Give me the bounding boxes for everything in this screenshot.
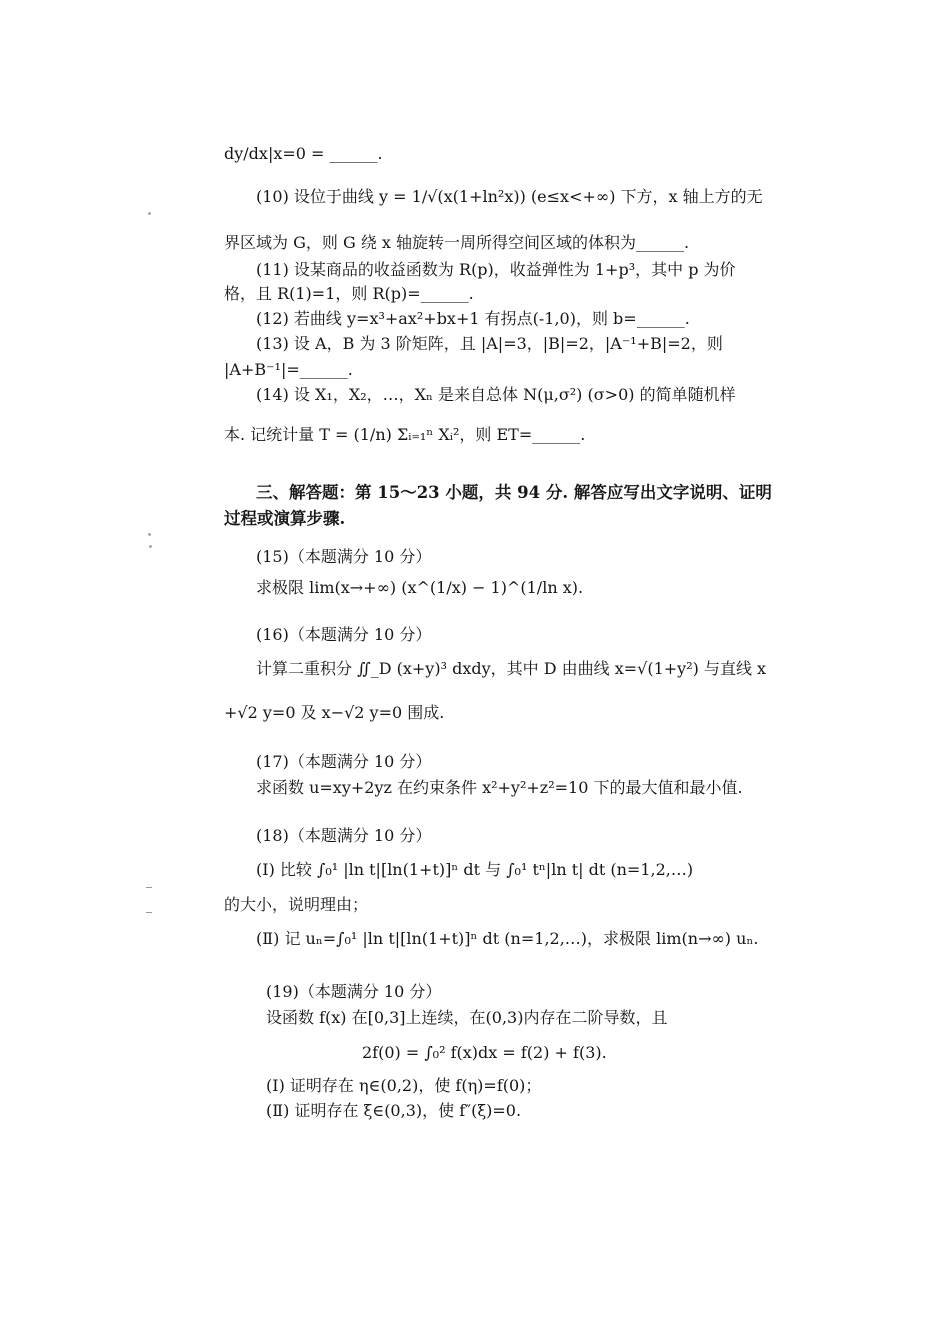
q12-line: (12) 若曲线 y=x³+ax²+bx+1 有拐点(-1,0)，则 b=______. — [256, 309, 690, 328]
q11-line-2: 格，且 R(1)=1，则 R(p)=______. — [224, 284, 474, 303]
q10-line-2: 界区域为 G，则 G 绕 x 轴旋转一周所得空间区域的体积为______. — [224, 233, 690, 252]
q18-header: (18)（本题满分 10 分） — [256, 826, 432, 845]
q11-line-1: (11) 设某商品的收益函数为 R(p)，收益弹性为 1+p³，其中 p 为价 — [256, 260, 736, 279]
q16-body-2: +√2 y=0 及 x−√2 y=0 围成. — [224, 703, 445, 722]
q18-part-1-cont: 的大小，说明理由； — [224, 895, 369, 914]
q14-line-1: (14) 设 X₁，X₂，…，Xₙ 是来自总体 N(μ,σ²) (σ>0) 的简单随机样 — [256, 385, 736, 404]
q16-header: (16)（本题满分 10 分） — [256, 625, 432, 644]
q9-answer-line: dy/dx|x=0 = ______. — [224, 144, 383, 163]
section-3-heading-2: 过程或演算步骤. — [224, 509, 346, 528]
q15-body: 求极限 lim(x→+∞) (x^(1/x) − 1)^(1/ln x). — [256, 578, 584, 597]
scan-speck — [148, 212, 151, 215]
scan-speck — [149, 545, 152, 548]
section-3-heading-1: 三、解答题：第 15～23 小题，共 94 分. 解答应写出文字说明、证明 — [256, 483, 772, 502]
q13-line-1: (13) 设 A，B 为 3 阶矩阵，且 |A|=3，|B|=2，|A⁻¹+B|=2，则 — [256, 334, 723, 353]
q17-body: 求函数 u=xy+2yz 在约束条件 x²+y²+z²=10 下的最大值和最小值. — [256, 778, 743, 797]
q16-body-1: 计算二重积分 ∬_D (x+y)³ dxdy，其中 D 由曲线 x=√(1+y²) 与直线 x — [256, 659, 767, 678]
q18-part-2: (Ⅱ) 记 uₙ=∫₀¹ |ln t|[ln(1+t)]ⁿ dt (n=1,2,…)，求极限 lim(n→∞) uₙ. — [256, 929, 759, 948]
q17-header: (17)（本题满分 10 分） — [256, 752, 432, 771]
q19-equation: 2f(0) = ∫₀² f(x)dx = f(2) + f(3). — [362, 1043, 607, 1062]
scan-mark — [146, 912, 152, 913]
scan-speck — [148, 533, 151, 536]
q19-header: (19)（本题满分 10 分） — [266, 982, 442, 1001]
scan-mark — [146, 887, 152, 888]
q19-part-1: (Ⅰ) 证明存在 η∈(0,2)，使 f(η)=f(0)； — [266, 1076, 542, 1095]
q19-part-2: (Ⅱ) 证明存在 ξ∈(0,3)，使 f″(ξ)=0. — [266, 1101, 522, 1120]
q18-part-1: (Ⅰ) 比较 ∫₀¹ |ln t|[ln(1+t)]ⁿ dt 与 ∫₀¹ tⁿ|ln t| dt (n=1,2,…) — [256, 860, 694, 879]
q15-header: (15)（本题满分 10 分） — [256, 547, 432, 566]
q13-line-2: |A+B⁻¹|=______. — [224, 360, 353, 379]
q19-body: 设函数 f(x) 在[0,3]上连续，在(0,3)内存在二阶导数，且 — [266, 1008, 668, 1027]
q14-line-2: 本. 记统计量 T = (1/n) Σᵢ₌₁ⁿ Xᵢ²，则 ET=______. — [224, 425, 586, 444]
q10-line-1: (10) 设位于曲线 y = 1/√(x(1+ln²x)) (e≤x<+∞) 下方，x 轴上方的无 — [256, 187, 763, 206]
